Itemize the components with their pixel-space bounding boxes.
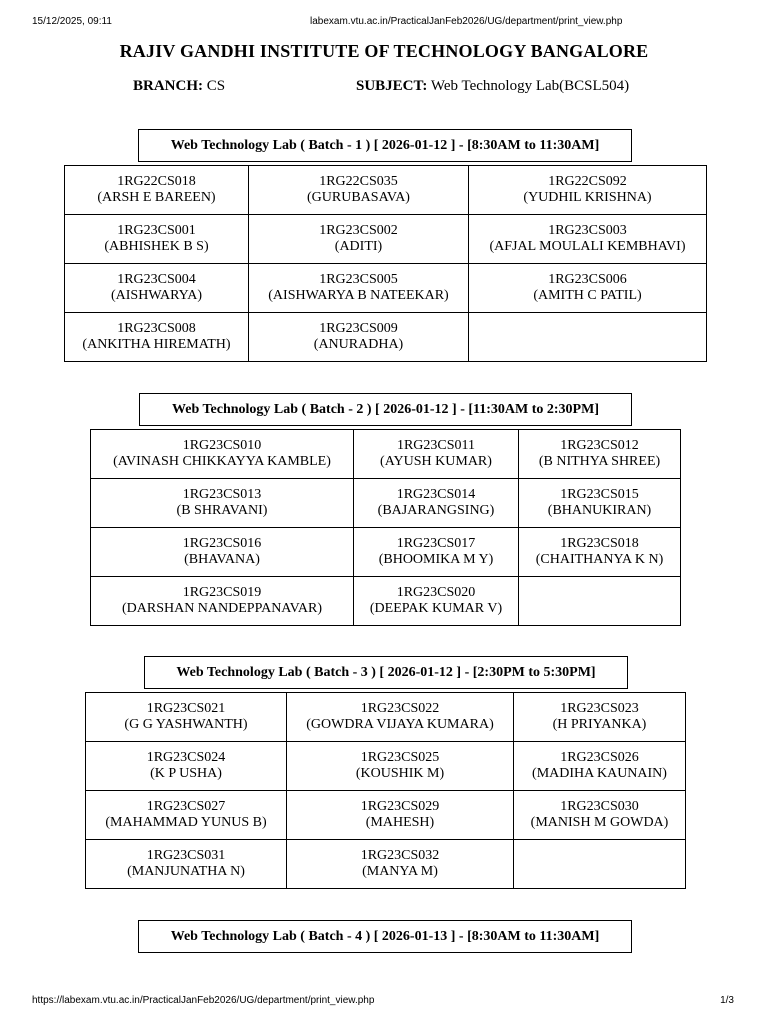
table-row <box>86 840 686 889</box>
student-cell <box>249 313 469 362</box>
student-cell <box>86 693 287 742</box>
student-usn: 1RG23CS013 <box>182 487 262 502</box>
student-name: (K P USHA) <box>150 766 222 781</box>
student-usn: 1RG23CS012 <box>560 438 639 453</box>
student-usn: 1RG23CS020 <box>396 585 476 600</box>
student-cell <box>287 693 514 742</box>
student-cell <box>65 264 249 313</box>
student-usn: 1RG23CS024 <box>146 750 226 765</box>
student-name: (B NITHYA SHREE) <box>538 454 661 469</box>
batch-3-title: Web Technology Lab ( Batch - 3 ) [ 2026-01-12 ] - [2:30PM to 5:30PM] <box>144 656 628 689</box>
student-cell <box>249 215 469 264</box>
student-usn: 1RG23CS008 <box>117 321 196 336</box>
batch-1-table <box>64 165 707 362</box>
student-usn: 1RG23CS001 <box>117 223 196 238</box>
table-row <box>91 430 681 479</box>
student-usn: 1RG22CS018 <box>117 174 196 189</box>
student-cell <box>519 577 681 626</box>
table-row <box>65 166 707 215</box>
student-cell <box>65 166 249 215</box>
student-cell <box>287 791 514 840</box>
student-usn: 1RG23CS010 <box>182 438 262 453</box>
student-name: (B SHRAVANI) <box>176 503 268 518</box>
table-row <box>86 742 686 791</box>
student-name: (AISHWARYA B NATEEKAR) <box>268 288 449 303</box>
table-row <box>65 215 707 264</box>
student-usn: 1RG22CS092 <box>548 174 627 189</box>
student-name: (ADITI) <box>334 239 383 254</box>
student-usn: 1RG23CS016 <box>182 536 262 551</box>
branch-info <box>133 78 225 95</box>
student-usn: 1RG23CS015 <box>560 487 639 502</box>
student-usn: 1RG23CS006 <box>548 272 627 287</box>
student-name: (AMITH C PATIL) <box>533 288 642 303</box>
student-cell <box>249 166 469 215</box>
student-name: (GOWDRA VIJAYA KUMARA) <box>306 717 494 732</box>
table-row <box>91 577 681 626</box>
student-name: (MANISH M GOWDA) <box>530 815 669 830</box>
print-header-url: labexam.vtu.ac.in/PracticalJanFeb2026/UG/department/print_view.php <box>310 16 623 27</box>
student-name: (KOUSHIK M) <box>355 766 445 781</box>
student-cell <box>514 791 686 840</box>
student-name: (MADIHA KAUNAIN) <box>532 766 667 781</box>
student-usn: 1RG23CS002 <box>319 223 398 238</box>
student-usn: 1RG23CS030 <box>560 799 639 814</box>
table-row <box>65 264 707 313</box>
table-row <box>86 791 686 840</box>
student-cell <box>354 528 519 577</box>
student-usn: 1RG23CS023 <box>560 701 639 716</box>
page-number: 1/3 <box>720 995 734 1006</box>
subject-value: Web Technology Lab(BCSL504) <box>430 78 630 94</box>
student-name: (AFJAL MOULALI KEMBHAVI) <box>489 239 686 254</box>
student-name: (ANURADHA) <box>313 337 404 352</box>
table-row <box>86 693 686 742</box>
student-usn: 1RG23CS032 <box>360 848 440 863</box>
student-usn: 1RG23CS025 <box>360 750 440 765</box>
student-name: (H PRIYANKA) <box>552 717 647 732</box>
student-cell <box>91 479 354 528</box>
student-usn: 1RG23CS004 <box>117 272 196 287</box>
student-name: (YUDHIL KRISHNA) <box>523 190 652 205</box>
student-usn: 1RG22CS035 <box>319 174 398 189</box>
student-name: (CHAITHANYA K N) <box>535 552 664 567</box>
student-cell <box>86 840 287 889</box>
student-usn: 1RG23CS003 <box>548 223 627 238</box>
print-header <box>32 16 736 30</box>
student-cell <box>514 840 686 889</box>
table-row <box>91 528 681 577</box>
student-cell <box>519 430 681 479</box>
batch-3-table <box>85 692 686 889</box>
student-name: (BAJARANGSING) <box>377 503 495 518</box>
student-usn: 1RG23CS031 <box>146 848 226 863</box>
student-usn: 1RG23CS027 <box>146 799 226 814</box>
student-name: (AVINASH CHIKKAYYA KAMBLE) <box>113 454 331 469</box>
student-cell <box>287 742 514 791</box>
student-cell <box>469 215 707 264</box>
student-name: (AISHWARYA) <box>111 288 202 303</box>
student-cell <box>514 693 686 742</box>
student-cell <box>91 577 354 626</box>
student-cell <box>519 528 681 577</box>
batch-4-title: Web Technology Lab ( Batch - 4 ) [ 2026-01-13 ] - [8:30AM to 11:30AM] <box>138 920 632 953</box>
branch-value: CS <box>206 78 226 94</box>
subject-label: SUBJECT: <box>356 78 428 94</box>
student-usn: 1RG23CS026 <box>560 750 639 765</box>
batch-2-title: Web Technology Lab ( Batch - 2 ) [ 2026-01-12 ] - [11:30AM to 2:30PM] <box>139 393 632 426</box>
student-name: (AYUSH KUMAR) <box>380 454 492 469</box>
student-cell <box>354 577 519 626</box>
student-cell <box>354 430 519 479</box>
student-name: (BHANUKIRAN) <box>547 503 652 518</box>
student-usn: 1RG23CS005 <box>319 272 398 287</box>
student-cell <box>469 264 707 313</box>
student-name: (ABHISHEK B S) <box>104 239 209 254</box>
student-name: (BHAVANA) <box>184 552 260 567</box>
batch-1-title: Web Technology Lab ( Batch - 1 ) [ 2026-01-12 ] - [8:30AM to 11:30AM] <box>138 129 632 162</box>
student-cell <box>514 742 686 791</box>
student-name: (MAHESH) <box>365 815 435 830</box>
student-usn: 1RG23CS009 <box>319 321 398 336</box>
subject-info <box>356 78 629 95</box>
student-name: (DARSHAN NANDEPPANAVAR) <box>121 601 323 616</box>
student-usn: 1RG23CS029 <box>360 799 440 814</box>
student-cell <box>86 791 287 840</box>
student-name: (G G YASHWANTH) <box>124 717 248 732</box>
student-cell <box>469 166 707 215</box>
batch-2-table <box>90 429 681 626</box>
student-usn: 1RG23CS011 <box>396 438 476 453</box>
student-name: (MAHAMMAD YUNUS B) <box>105 815 267 830</box>
student-cell <box>469 313 707 362</box>
student-usn: 1RG23CS019 <box>182 585 262 600</box>
student-cell <box>65 215 249 264</box>
student-name: (GURUBASAVA) <box>307 190 410 205</box>
student-cell <box>287 840 514 889</box>
print-footer-url: https://labexam.vtu.ac.in/PracticalJanFeb2026/UG/department/print_view.php <box>32 995 375 1006</box>
student-name: (ANKITHA HIREMATH) <box>82 337 231 352</box>
student-cell <box>91 430 354 479</box>
table-row <box>65 313 707 362</box>
student-cell <box>65 313 249 362</box>
student-usn: 1RG23CS021 <box>146 701 226 716</box>
student-usn: 1RG23CS014 <box>396 487 476 502</box>
branch-label: BRANCH: <box>133 78 203 94</box>
student-cell <box>519 479 681 528</box>
student-name: (DEEPAK KUMAR V) <box>369 601 503 616</box>
student-cell <box>249 264 469 313</box>
print-footer <box>32 995 736 1009</box>
table-row <box>91 479 681 528</box>
student-usn: 1RG23CS017 <box>396 536 476 551</box>
student-name: (MANYA M) <box>362 864 438 879</box>
institute-title: RAJIV GANDHI INSTITUTE OF TECHNOLOGY BANGALORE <box>119 41 649 61</box>
student-name: (ARSH E BAREEN) <box>97 190 216 205</box>
student-usn: 1RG23CS022 <box>360 701 440 716</box>
student-name: (BHOOMIKA M Y) <box>378 552 494 567</box>
student-usn: 1RG23CS018 <box>560 536 639 551</box>
student-cell <box>86 742 287 791</box>
student-cell <box>91 528 354 577</box>
student-cell <box>354 479 519 528</box>
print-datetime: 15/12/2025, 09:11 <box>32 16 112 27</box>
student-name: (MANJUNATHA N) <box>127 864 245 879</box>
